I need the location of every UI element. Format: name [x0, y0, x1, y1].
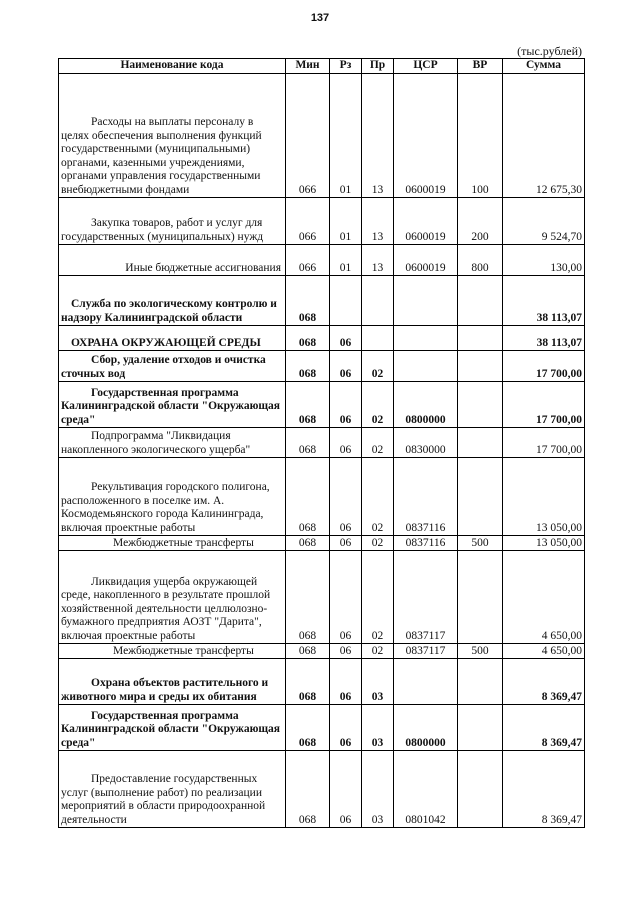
row-pr: 13	[362, 74, 394, 198]
row-vr	[458, 351, 503, 382]
row-rz: 06	[330, 551, 362, 644]
row-rz: 06	[330, 751, 362, 828]
row-name: Межбюджетные трансферты	[59, 644, 286, 659]
row-pr: 13	[362, 198, 394, 245]
budget-table	[58, 58, 585, 828]
row-csr: 0600019	[394, 198, 458, 245]
row-csr: 0837117	[394, 644, 458, 659]
row-sum: 38 113,07	[503, 326, 585, 351]
table-row	[59, 551, 585, 644]
table-row	[59, 705, 585, 751]
row-vr: 500	[458, 536, 503, 551]
row-rz: 01	[330, 74, 362, 198]
row-vr: 800	[458, 245, 503, 276]
row-min: 068	[286, 428, 330, 458]
row-rz: 01	[330, 245, 362, 276]
table-row	[59, 276, 585, 326]
row-pr: 02	[362, 351, 394, 382]
row-vr	[458, 458, 503, 536]
row-csr: 0837116	[394, 458, 458, 536]
table-row	[59, 245, 585, 276]
row-vr	[458, 751, 503, 828]
row-csr	[394, 351, 458, 382]
row-sum: 17 700,00	[503, 382, 585, 428]
row-csr: 0600019	[394, 245, 458, 276]
row-name: Служба по экологическому контролю и надзору Калининградской области	[59, 276, 286, 326]
row-min: 068	[286, 458, 330, 536]
row-pr: 02	[362, 458, 394, 536]
row-sum: 17 700,00	[503, 428, 585, 458]
row-name: Государственная программа Калининградской области "Окружающая среда"	[59, 705, 286, 751]
row-min: 068	[286, 536, 330, 551]
row-name: ОХРАНА ОКРУЖАЮЩЕЙ СРЕДЫ	[59, 326, 286, 351]
row-pr: 02	[362, 428, 394, 458]
table-row	[59, 198, 585, 245]
row-csr: 0837117	[394, 551, 458, 644]
table-row	[59, 458, 585, 536]
row-sum: 4 650,00	[503, 551, 585, 644]
row-pr	[362, 276, 394, 326]
row-vr	[458, 428, 503, 458]
row-min: 066	[286, 74, 330, 198]
row-csr	[394, 276, 458, 326]
header-min: Мин	[286, 59, 330, 74]
row-vr	[458, 659, 503, 705]
page-number: 137	[310, 12, 330, 24]
row-rz: 06	[330, 326, 362, 351]
table-row	[59, 326, 585, 351]
row-vr	[458, 551, 503, 644]
header-rz: Рз	[330, 59, 362, 74]
table-row	[59, 382, 585, 428]
row-sum: 8 369,47	[503, 705, 585, 751]
row-min: 068	[286, 705, 330, 751]
row-pr: 03	[362, 659, 394, 705]
row-name: Иные бюджетные ассигнования	[59, 245, 286, 276]
row-rz: 06	[330, 351, 362, 382]
row-sum: 130,00	[503, 245, 585, 276]
row-rz: 06	[330, 382, 362, 428]
header-sum: Сумма	[503, 59, 585, 74]
row-sum: 17 700,00	[503, 351, 585, 382]
row-pr: 02	[362, 382, 394, 428]
row-csr	[394, 326, 458, 351]
row-vr	[458, 382, 503, 428]
row-pr: 02	[362, 551, 394, 644]
row-name: Рекультивация городского полигона, расположенного в поселке им. А. Космодемьянского города Калининграда, включая проектные работы	[59, 458, 286, 536]
table-row	[59, 659, 585, 705]
table-row	[59, 536, 585, 551]
row-name: Государственная программа Калининградской области "Окружающая среда"	[59, 382, 286, 428]
row-pr: 02	[362, 644, 394, 659]
row-sum: 8 369,47	[503, 751, 585, 828]
row-name: Ликвидация ущерба окружающей среде, накопленного в результате прошлой хозяйственной деятельности целлюлозно-бумажного предприятия АОЗТ "Дарита", включая проектные работы	[59, 551, 286, 644]
row-min: 068	[286, 644, 330, 659]
row-name: Охрана объектов растительного и животного мира и среды их обитания	[59, 659, 286, 705]
row-name: Подпрограмма "Ликвидация накопленного экологического ущерба"	[59, 428, 286, 458]
row-min: 066	[286, 198, 330, 245]
row-csr: 0830000	[394, 428, 458, 458]
table-row	[59, 74, 585, 198]
row-sum: 13 050,00	[503, 536, 585, 551]
row-vr	[458, 276, 503, 326]
row-sum: 8 369,47	[503, 659, 585, 705]
row-pr: 02	[362, 536, 394, 551]
row-rz: 06	[330, 536, 362, 551]
row-rz: 06	[330, 644, 362, 659]
row-min: 068	[286, 382, 330, 428]
row-vr	[458, 326, 503, 351]
header-name: Наименование кода	[59, 59, 286, 74]
row-vr: 200	[458, 198, 503, 245]
row-csr: 0801042	[394, 751, 458, 828]
row-vr	[458, 705, 503, 751]
row-pr: 13	[362, 245, 394, 276]
row-sum: 9 524,70	[503, 198, 585, 245]
header-pr: Пр	[362, 59, 394, 74]
row-min: 068	[286, 551, 330, 644]
row-pr	[362, 326, 394, 351]
header-csr: ЦСР	[394, 59, 458, 74]
row-min: 066	[286, 245, 330, 276]
row-name: Межбюджетные трансферты	[59, 536, 286, 551]
header-row	[59, 59, 585, 74]
row-csr: 0600019	[394, 74, 458, 198]
row-name: Закупка товаров, работ и услуг для государственных (муниципальных) нужд	[59, 198, 286, 245]
row-sum: 13 050,00	[503, 458, 585, 536]
row-sum: 38 113,07	[503, 276, 585, 326]
table-row	[59, 751, 585, 828]
units-label: (тыс.рублей)	[517, 44, 582, 58]
table-row	[59, 644, 585, 659]
row-csr: 0800000	[394, 705, 458, 751]
row-csr	[394, 659, 458, 705]
row-min: 068	[286, 276, 330, 326]
row-min: 068	[286, 326, 330, 351]
row-rz: 06	[330, 705, 362, 751]
row-sum: 4 650,00	[503, 644, 585, 659]
table-row	[59, 351, 585, 382]
row-rz: 01	[330, 198, 362, 245]
row-name: Расходы на выплаты персоналу в целях обеспечения выполнения функций государственными (муниципальными) органами, казенными учреждениями, органами управления государственными внебюджетными фондами	[59, 74, 286, 198]
row-vr: 500	[458, 644, 503, 659]
row-csr: 0837116	[394, 536, 458, 551]
row-sum: 12 675,30	[503, 74, 585, 198]
row-rz: 06	[330, 428, 362, 458]
row-name: Сбор, удаление отходов и очистка сточных вод	[59, 351, 286, 382]
header-vr: ВР	[458, 59, 503, 74]
row-min: 068	[286, 351, 330, 382]
row-rz: 06	[330, 659, 362, 705]
row-rz	[330, 276, 362, 326]
row-csr: 0800000	[394, 382, 458, 428]
row-name: Предоставление государственных услуг (выполнение работ) по реализации мероприятий в области природоохранной деятельности	[59, 751, 286, 828]
row-vr: 100	[458, 74, 503, 198]
row-pr: 03	[362, 705, 394, 751]
row-pr: 03	[362, 751, 394, 828]
table-row	[59, 428, 585, 458]
row-min: 068	[286, 751, 330, 828]
row-rz: 06	[330, 458, 362, 536]
row-min: 068	[286, 659, 330, 705]
